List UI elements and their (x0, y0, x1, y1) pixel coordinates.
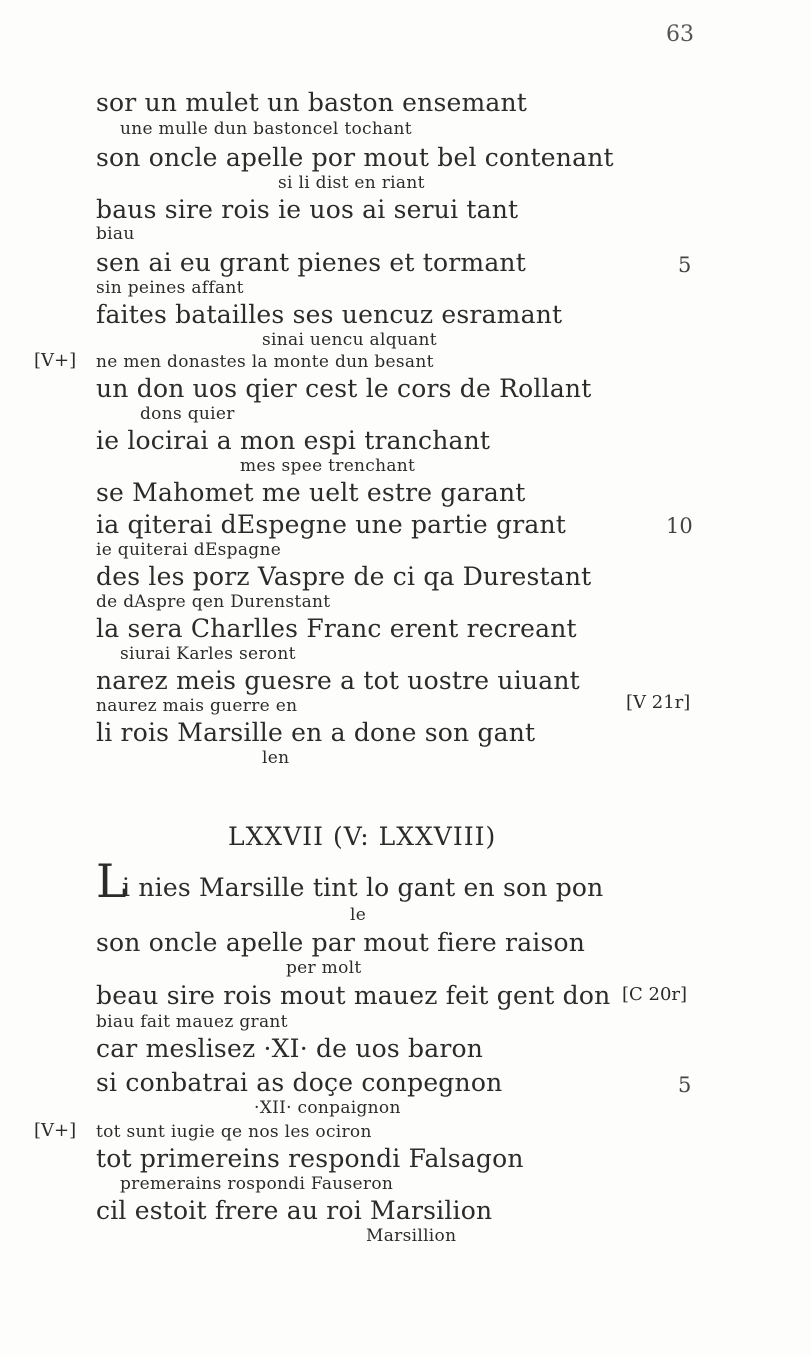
variant-line: len (262, 748, 290, 768)
variant-line: biau fait mauez grant (96, 1012, 288, 1032)
drop-initial: L (96, 854, 127, 908)
line-number: 10 (666, 514, 693, 538)
variant-line: premerains rospondi Fauseron (120, 1174, 394, 1194)
edition-mark: [V+] (34, 350, 77, 371)
variant-line: mes spee trenchant (240, 456, 416, 476)
edition-mark: [V+] (34, 1120, 77, 1141)
verse-line: ia qiterai dEspegne une partie grant (96, 510, 567, 539)
verse-line: ie locirai a mon espi tranchant (96, 426, 491, 455)
verse-line: sor un mulet un baston ensemant (96, 88, 528, 117)
variant-line: ·XII· conpaignon (254, 1098, 401, 1118)
variant-line: ne men donastes la monte dun besant (96, 352, 434, 372)
variant-line: de dAspre qen Durenstant (96, 592, 331, 612)
verse-line: baus sire rois ie uos ai serui tant (96, 195, 519, 224)
verse-line: narez meis guesre a tot uostre uiuant (96, 666, 580, 695)
variant-line: tot sunt iugie qe nos les ociron (96, 1122, 372, 1142)
variant-line: naurez mais guerre en (96, 696, 298, 716)
variant-line: ie quiterai dEspagne (96, 540, 282, 560)
variant-line: une mulle dun bastoncel tochant (120, 119, 412, 139)
verse-line: beau sire rois mout mauez feit gent don (96, 981, 611, 1010)
variant-line: Marsillion (366, 1226, 457, 1246)
verse-line: li rois Marsille en a done son gant (96, 718, 536, 747)
variant-line: siurai Karles seront (120, 644, 296, 664)
variant-line: per molt (286, 958, 362, 978)
verse-line: son oncle apelle par mout fiere raison (96, 928, 586, 957)
variant-line: sinai uencu alquant (262, 330, 437, 350)
variant-line: le (350, 905, 367, 925)
variant-line: dons quier (140, 404, 235, 424)
verse-line: se Mahomet me uelt estre garant (96, 478, 526, 507)
verse-line: son oncle apelle por mout bel contenant (96, 143, 614, 172)
verse-line: sen ai eu grant pienes et tormant (96, 248, 526, 277)
verse-line: si conbatrai as doçe conpegnon (96, 1068, 503, 1097)
verse-line: car meslisez ·XI· de uos baron (96, 1034, 484, 1063)
verse-line: tot primereins respondi Falsagon (96, 1144, 524, 1173)
folio-reference: [C 20r] (622, 984, 688, 1005)
variant-line: si li dist en riant (278, 173, 425, 193)
line-number: 5 (678, 1073, 692, 1097)
verse-line: la sera Charlles Franc erent recreant (96, 614, 577, 643)
page-number: 63 (666, 22, 694, 47)
variant-line: sin peines affant (96, 278, 244, 298)
variant-line: biau (96, 224, 135, 244)
verse-line: des les porz Vaspre de ci qa Durestant (96, 562, 592, 591)
verse-line: un don uos qier cest le cors de Rollant (96, 374, 592, 403)
verse-line: cil estoit frere au roi Marsilion (96, 1196, 493, 1225)
verse-line: faites batailles ses uencuz esramant (96, 300, 563, 329)
line-number: 5 (678, 253, 692, 277)
verse-line: i nies Marsille tint lo gant en son pon (122, 873, 604, 902)
stanza-heading: LXXVII (V: LXXVIII) (228, 822, 497, 851)
folio-reference: [V 21r] (626, 692, 691, 713)
